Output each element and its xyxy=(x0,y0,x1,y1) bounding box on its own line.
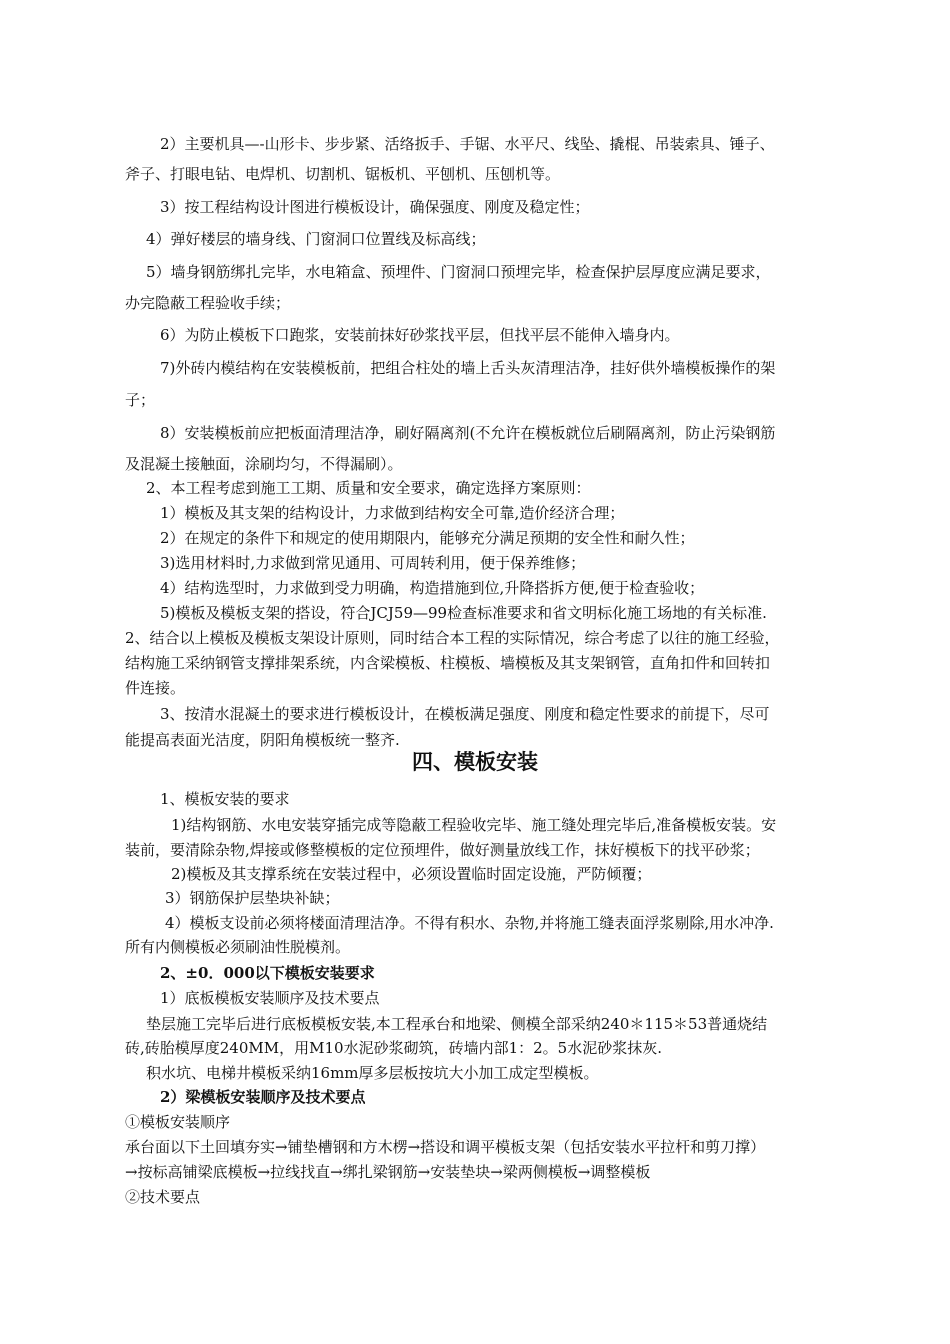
text-line: 2）在规定的条件下和规定的使用期限内，能够充分满足预期的安全性和耐久性； xyxy=(160,529,695,547)
text-line: ①模板安装顺序 xyxy=(125,1113,231,1131)
text-line: 1、模板安装的要求 xyxy=(160,790,290,808)
text-line: 承台面以下土回填夯实→铺垫槽钢和方木楞→搭设和调平模板支架（包括安装水平拉杆和剪刀撑） xyxy=(125,1138,766,1156)
text-line: 及混凝土接触面，涂刷均匀，不得漏刷）。 xyxy=(125,455,403,473)
text-line: 7)外砖内模结构在安装模板前，把组合柱处的墙上舌头灰清理洁净，挂好供外墙模板操作的架 xyxy=(160,359,776,377)
text-line: 2、本工程考虑到施工工期、质量和安全要求，确定选择方案原则： xyxy=(146,479,591,497)
text-line: 1)结构钢筋、水电安装穿插完成等隐蔽工程验收完毕、施工缝处理完毕后,准备模板安装。安 xyxy=(171,816,777,834)
text-line: 装前，要清除杂物,焊接或修整模板的定位预埋件，做好测量放线工作，抹好模板下的找平砂浆； xyxy=(125,841,760,859)
subheading: 2、±0．000以下模板安装要求 xyxy=(160,964,375,982)
text-line: 4）结构选型时，力求做到受力明确，构造措施到位,升降搭拆方便,便于检查验收； xyxy=(160,579,705,597)
text-line: 6）为防止模板下口跑浆，安装前抹好砂浆找平层，但找平层不能伸入墙身内。 xyxy=(160,326,680,344)
text-line: 1）模板及其支架的结构设计，力求做到结构安全可靠,造价经济合理； xyxy=(160,504,625,522)
text-line: 4）弹好楼层的墙身线、门窗洞口位置线及标高线； xyxy=(146,230,486,248)
text-line: 3）钢筋保护层垫块补缺； xyxy=(165,889,340,907)
text-line: 子； xyxy=(125,391,156,409)
text-line: 2、结合以上模板及模板支架设计原则，同时结合本工程的实际情况，综合考虑了以往的施工经验， xyxy=(125,629,780,647)
text-line: 积水坑、电梯井模板采纳16mm厚多层板按坑大小加工成定型模板。 xyxy=(146,1064,599,1082)
text-line: 结构施工采纳钢管支撑排架系统，内含梁模板、柱模板、墙模板及其支架钢管，直角扣件和回转扣 xyxy=(125,654,771,672)
text-line: 3)选用材料时,力求做到常见通用、可周转利用，便于保养维修； xyxy=(160,554,586,572)
text-line: 3、按清水混凝土的要求进行模板设计，在模板满足强度、刚度和稳定性要求的前提下，尽可 xyxy=(160,705,770,723)
text-line: 所有内侧模板必须刷油性脱模剂。 xyxy=(125,938,351,956)
text-line: 5）墙身钢筋绑扎完毕，水电箱盒、预埋件、门窗洞口预埋完毕，检查保护层厚度应满足要求， xyxy=(146,263,771,281)
subheading: 2）梁模板安装顺序及技术要点 xyxy=(160,1088,366,1106)
text-line: 斧子、打眼电钻、电焊机、切割机、锯板机、平刨机、压刨机等。 xyxy=(125,165,561,183)
text-line: 砖,砖胎模厚度240MM，用M10水泥砂浆砌筑，砖墙内部1：2。5水泥砂浆抹灰. xyxy=(125,1039,662,1057)
text-line: 2)模板及其支撑系统在安装过程中，必须设置临时固定设施，严防倾覆； xyxy=(171,865,652,883)
text-line: 件连接。 xyxy=(125,679,186,697)
text-line: 能提高表面光洁度，阴阳角模板统一整齐. xyxy=(125,731,400,749)
text-line: 5)模板及模板支架的搭设，符合JCJ59—99检查标准要求和省文明标化施工场地的有关标准. xyxy=(160,604,767,622)
text-line: 3）按工程结构设计图进行模板设计，确保强度、刚度及稳定性； xyxy=(160,198,590,216)
text-line: 4）模板支设前必须将楼面清理洁净。不得有积水、杂物,并将施工缝表面浮浆剔除,用水冲净. xyxy=(165,914,774,932)
text-line: 8）安装模板前应把板面清理洁净，刷好隔离剂(不允许在模板就位后刷隔离剂，防止污染钢筋 xyxy=(160,424,776,442)
section-heading: 四、模板安装 xyxy=(412,750,538,774)
text-line: 2）主要机具—-山形卡、步步紧、活络扳手、手锯、水平尺、线坠、撬棍、吊装索具、锤子、 xyxy=(160,135,775,153)
text-line: 垫层施工完毕后进行底板模板安装,本工程承台和地梁、侧模全部采纳240＊115＊53普通烧结 xyxy=(146,1015,768,1033)
text-line: 办完隐蔽工程验收手续； xyxy=(125,294,291,312)
text-line: 1）底板模板安装顺序及技术要点 xyxy=(160,989,380,1007)
text-line: →按标高铺梁底模板→拉线找直→绑扎梁钢筋→安装垫块→梁两侧模板→调整模板 xyxy=(125,1163,651,1181)
text-line: ②技术要点 xyxy=(125,1188,201,1206)
